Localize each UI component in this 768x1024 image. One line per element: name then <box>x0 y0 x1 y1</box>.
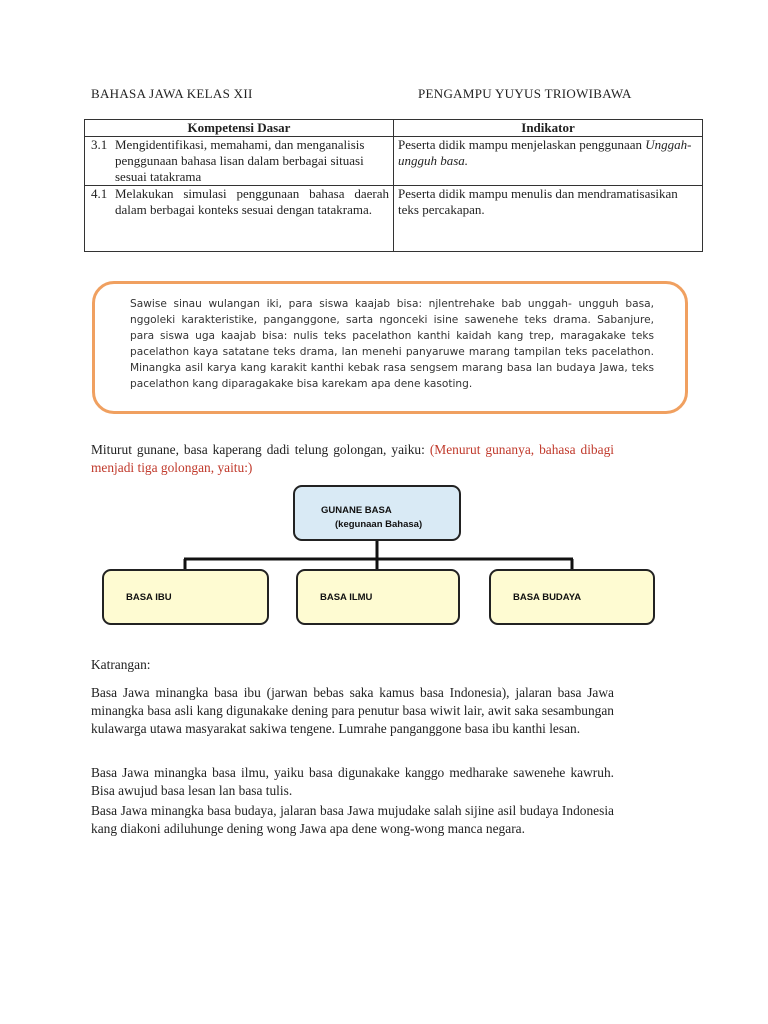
root-subtitle: (kegunaan Bahasa) <box>335 519 423 530</box>
kd-text: Mengidentifikasi, memahami, dan menganalisis penggunaan bahasa lisan dalam berbagai situasi sesuai tatakrama <box>115 137 365 184</box>
column-header-kompetensi: Kompetensi Dasar <box>85 120 394 137</box>
diagram-node-basa-ilmu <box>296 569 460 625</box>
node-label: BASA IBU <box>126 592 172 603</box>
header-subject: BAHASA JAWA KELAS XII <box>91 86 253 101</box>
kd-number: 4.1 <box>91 186 108 201</box>
header-teacher: PENGAMPU YUYUS TRIOWIBAWA <box>418 86 632 101</box>
intro-text: Miturut gunane, basa kaperang dadi telung golongan, yaiku: <box>91 442 425 457</box>
indikator-text: Peserta didik mampu menulis dan mendramatisasikan teks percakapan. <box>398 186 678 217</box>
diagram-node-basa-budaya <box>489 569 655 625</box>
intro-translation: (Menurut gunanya, bahasa dibagi menjadi tiga golongan, yaitu:) <box>91 442 614 475</box>
node-label: BASA ILMU <box>320 592 373 603</box>
objectives-text: Sawise sinau wulangan iki, para siswa kaajab bisa: njlentrehake bab unggah- ungguh basa, nggoleki karakteristike, panganggone, sarta ngonceki isine sawenehe teks drama. Sabanjure, para siswa uga kaajab bisa: nulis teks pacelathon kanthi kaidah kang trep, maragakake teks pacelathon kaya satatane teks drama, lan menehi panyaruwe marang tampilan teks pacelathon. Minangka asil karya kang karakit kanthi kebak rasa sengsem marang basa lan budaya Jawa, teks pacelathon kang diparagakake bisa karekam apa dene kasoting. <box>130 298 654 390</box>
diagram-root-node <box>293 485 461 541</box>
katrangan-label: Katrangan: <box>91 657 151 672</box>
paragraph-basa-ilmu: Basa Jawa minangka basa ilmu, yaiku basa digunakake kanggo medharake sawenehe kawruh. Bisa awujud basa lesan lan basa tulis. <box>91 765 614 798</box>
diagram-node-basa-ibu <box>102 569 269 625</box>
paragraph-basa-budaya: Basa Jawa minangka basa budaya, jalaran basa Jawa mujudake salah sijine asil budaya Indonesia kang diakoni adiluhunge dening wong Jawa apa dene wong-wong manca negara. <box>91 803 614 836</box>
kd-text: Melakukan simulasi penggunaan bahasa daerah dalam berbagai konteks sesuai dengan tatakrama. <box>115 186 389 217</box>
kd-number: 3.1 <box>91 137 108 152</box>
root-title: GUNANE BASA <box>321 505 392 516</box>
indikator-text: Peserta didik mampu menjelaskan penggunaan <box>398 137 643 152</box>
column-header-indikator: Indikator <box>394 120 703 137</box>
paragraph-basa-ibu: Basa Jawa minangka basa ibu (jarwan bebas saka kamus basa Indonesia), jalaran basa Jawa minangka basa asli kang digunakake dening para penutur basa wiwit lair, awit saka sesambungan kulawarga utawa masyarakat sakiwa tengene. Lumrahe panganggone basa ibu kanthi lesan. <box>91 685 614 736</box>
node-label: BASA BUDAYA <box>513 592 582 603</box>
indikator-italic-text: Unggah-ungguh basa. <box>398 137 692 168</box>
